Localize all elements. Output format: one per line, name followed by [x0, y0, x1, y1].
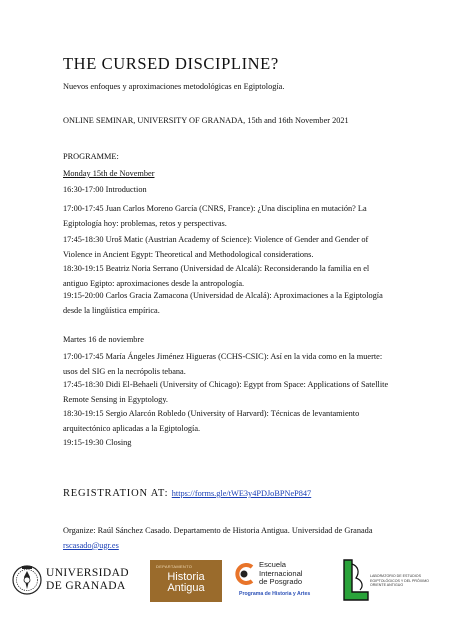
ugr-line-1: UNIVERSIDAD — [46, 567, 129, 579]
day1-heading: Monday 15th de November — [63, 169, 155, 178]
day1-item: 18:30-19:15 Beatriz Noria Serrano (Universidad de Alcalá): Reconsiderando la familia en el antiguo Egipto: aproximaciones desde la antropología. — [63, 264, 370, 288]
lab-description: LABORATORIO DE ESTUDIOS EGIPTOLÓGICOS Y DEL PRÓXIMO ORIENTE ANTIGUO — [370, 574, 429, 588]
eip-mark-icon — [232, 561, 256, 587]
ugr-logo — [12, 563, 142, 599]
historia-wordmark — [150, 572, 222, 594]
ugr-wordmark — [46, 567, 129, 593]
programme-heading: PROGRAMME: — [63, 152, 119, 161]
eip-line-1: Escuela — [259, 560, 287, 569]
registration-label: REGISTRATION AT: — [63, 488, 169, 499]
historia-antigua-logo — [150, 560, 222, 602]
page-title: THE CURSED DISCIPLINE? — [63, 54, 279, 73]
subtitle: Nuevos enfoques y aproximaciones metodológicas en Egiptología. — [63, 82, 285, 91]
organizer-text: Organize: Raúl Sánchez Casado. Departamento de Historia Antigua. Universidad de Granada — [63, 526, 373, 535]
eip-subtitle: Programa de Historia y Artes — [239, 591, 311, 597]
day1-item: 17:45-18:30 Uroš Matic (Austrian Academy of Science): Violence of Gender and Gender of Violence in Ancient Egypt: Theoretical and Methodological considerations. — [63, 235, 369, 259]
ugr-line-2: DE GRANADA — [46, 580, 126, 592]
day1-item: 16:30-17:00 Introduction — [63, 185, 147, 194]
historia-line-1: Historia — [167, 571, 205, 583]
day1-item: 19:15-20:00 Carlos Gracia Zamacona (Universidad de Alcalá): Aproximaciones a la Egiptología desde la lingüística empírica. — [63, 291, 383, 315]
day2-item: 18:30-19:15 Sergio Alarcón Robledo (University of Harvard): Técnicas de levantamiento arquitectónico aplicadas a la Egiptología. — [63, 409, 360, 433]
organizer-email-link[interactable]: rscasado@ugr.es — [63, 540, 119, 550]
historia-line-2: Antigua — [167, 582, 205, 594]
eip-line-3: de Posgrado — [259, 577, 303, 587]
eip-wordmark — [259, 561, 302, 587]
day1-item: 17:00-17:45 Juan Carlos Moreno García (CNRS, France): ¿Una disciplina en mutación? La Egiptología hoy: problemas, retos y perspectivas. — [63, 204, 367, 228]
day2-heading: Martes 16 de noviembre — [63, 335, 144, 344]
organizer-line — [63, 524, 383, 553]
event-line: ONLINE SEMINAR, UNIVERSITY OF GRANADA, 15th and 16th November 2021 — [63, 116, 349, 125]
escuela-posgrado-logo — [232, 561, 332, 601]
logos-row — [0, 555, 450, 605]
registration-link[interactable]: https://forms.gle/tWE3y4PDJoBPNeP847 — [171, 489, 312, 498]
lab-emblem-icon — [340, 558, 372, 604]
registration-line — [63, 488, 311, 499]
day2-item: 19:15-19:30 Closing — [63, 438, 132, 447]
day2-item: 17:00-17:45 María Ángeles Jiménez Higueras (CCHS-CSIC): Así en la vida como en la muerte: usos del SIG en la necrópolis tebana. — [63, 352, 383, 376]
day2-item: 17:45-18:30 Didi El-Behaeli (University of Chicago): Egypt from Space: Applications of Satellite Remote Sensing in Egyptology. — [63, 380, 389, 404]
laboratorio-logo — [340, 558, 440, 604]
historia-small-label: DEPARTAMENTO — [156, 564, 193, 569]
ugr-crest-icon — [12, 563, 42, 597]
eip-line-2: Internacional — [259, 568, 303, 578]
